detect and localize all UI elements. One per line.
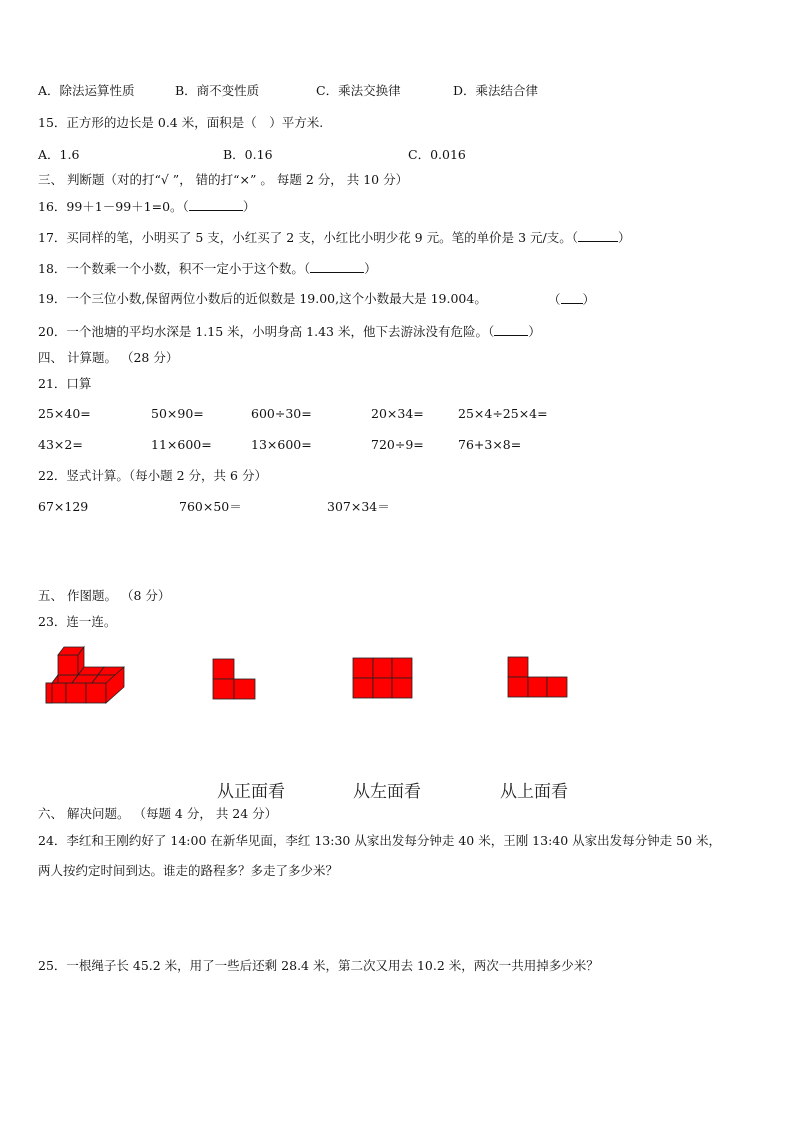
q21-r2-c5: 76+3×8= [458,437,522,452]
grid-view-shape [352,657,413,699]
q14-option-d: D．乘法结合律 [453,83,539,98]
q16-answer-blank[interactable] [189,198,243,211]
q21-r2-c1: 43×2= [38,437,83,452]
q21-r1-c2: 50×90= [151,406,204,421]
q18-close: ） [364,261,377,276]
q15-question: 15．正方形的边长是 0.4 米，面积是（ ）平方米. [38,115,324,130]
q15-option-b: B．0.16 [223,147,273,162]
q19-text: 19．一个三位小数,保留两位小数后的近似数是 19.00,这个小数最大是 19.004。 [38,291,487,306]
q16-line [38,198,255,215]
q20-answer-blank[interactable] [494,323,528,336]
q24-line-1: 24．李红和王刚约好了 14:00 在新华见面，李红 13:30 从家出发每分钟走 40 米，王刚 13:40 从家出发每分钟走 50 米， [38,833,722,848]
q18-answer-blank[interactable] [310,260,364,273]
q14-option-c: C．乘法交换律 [316,83,401,98]
section-4-title: 四、 计算题。 （28 分） [38,350,179,365]
q22-item-3: 307×34＝ [327,499,390,514]
q20-close: ） [528,324,541,339]
q21-title: 21．口算 [38,376,92,391]
q17-line [38,229,630,246]
q18-text: 18．一个数乘一个小数，积不一定小于这个数。（ [38,261,311,276]
q17-answer-blank[interactable] [578,229,618,242]
caption-front-view: 从正面看 [217,782,285,802]
q22-item-2: 760×50＝ [179,499,242,514]
q21-r2-c2: 11×600= [151,437,212,452]
q15-option-a: A．1.6 [38,147,80,162]
q17-close: ） [617,230,631,245]
q21-r2-c4: 720÷9= [371,437,424,452]
q21-r1-c1: 25×40= [38,406,91,421]
q15-option-c: C．0.016 [408,147,466,162]
cube-solid-figure [44,645,128,707]
q19-close: ） [582,292,596,307]
q21-r2-c3: 13×600= [251,437,312,452]
q19-answer-blank[interactable] [561,291,583,304]
q25-question: 25．一根绳子长 45.2 米，用了一些后还剩 28.4 米，第二次又用去 10.2 米，两次一共用掉多少米？ [38,958,599,973]
q19-open: （ [548,292,561,307]
q19-bracket [548,291,595,308]
front-view-shape [212,658,256,700]
q14-option-a: A．除法运算性质 [38,83,135,98]
section-3-title: 三、 判断题（对的打“√ ”， 错的打“×” 。 每题 2 分， 共 10 分） [38,172,409,187]
q22-title: 22．竖式计算。（每小题 2 分，共 6 分） [38,468,267,483]
q17-text: 17．买同样的笔，小明买了 5 支，小红买了 2 支，小红比小明少花 9 元。笔的单价是 3 元/支。（ [38,230,578,245]
q16-close: ） [242,199,256,214]
q21-r1-c4: 20×34= [371,406,424,421]
q18-line [38,260,377,277]
q16-text: 16．99＋1－99＋1=0。（ [38,199,189,214]
q23-title: 23．连一连。 [38,614,117,629]
q20-line [38,323,541,340]
section-5-title: 五、 作图题。 （8 分） [38,588,171,603]
caption-left-view: 从左面看 [353,782,421,802]
caption-top-view: 从上面看 [500,782,568,802]
section-6-title: 六、 解决问题。 （每题 4 分， 共 24 分） [38,806,278,821]
q21-r1-c3: 600÷30= [251,406,312,421]
long-l-view-shape [507,656,568,698]
q21-r1-c5: 25×4÷25×4= [458,406,548,421]
q20-text: 20．一个池塘的平均水深是 1.15 米，小明身高 1.43 米，他下去游泳没有危险。（ [38,324,495,339]
q24-line-2: 两人按约定时间到达。谁走的路程多？多走了多少米？ [38,863,339,878]
q14-option-b: B．商不变性质 [175,83,260,98]
q22-item-1: 67×129 [38,499,89,514]
